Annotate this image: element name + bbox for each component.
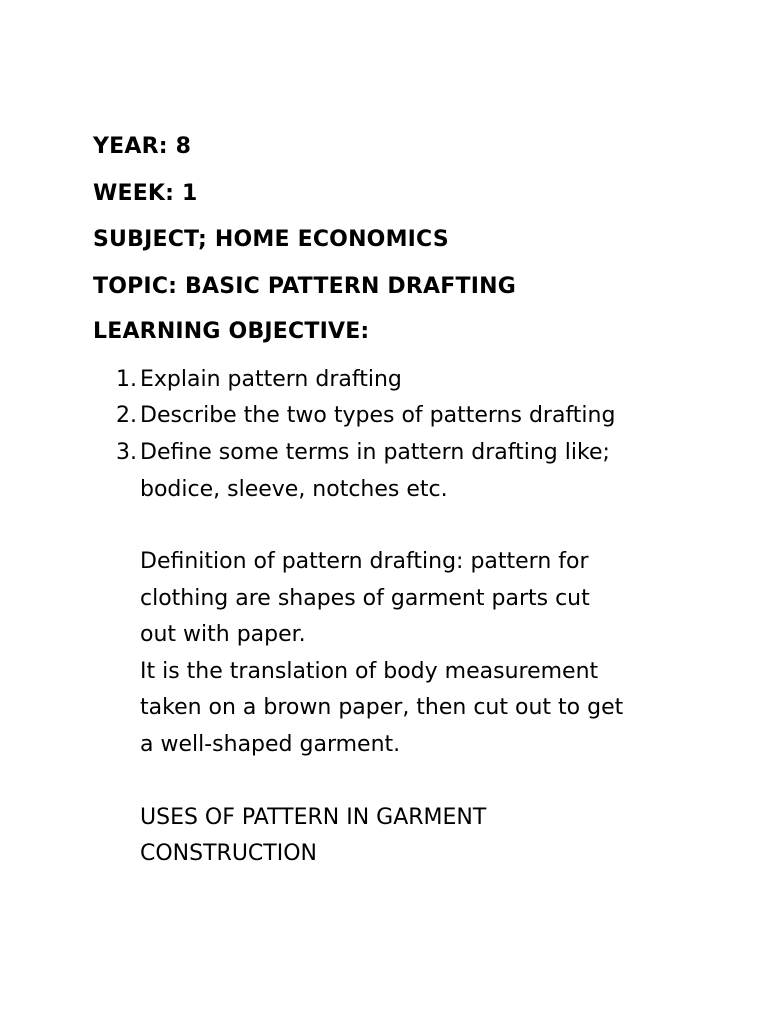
objective-text: Explain pattern drafting: [140, 367, 402, 392]
topic-heading: TOPIC: BASIC PATTERN DRAFTING: [93, 274, 516, 299]
definition-line: a well-shaped garment.: [140, 732, 401, 757]
definition-line: out with paper.: [140, 622, 306, 647]
objective-number: 1.: [116, 367, 137, 392]
objective-text: Describe the two types of patterns drafting: [140, 403, 616, 428]
definition-line: It is the translation of body measurement: [140, 659, 599, 684]
objective-number: 3.: [116, 440, 137, 465]
week-heading: WEEK: 1: [93, 181, 198, 206]
uses-heading-line: USES OF PATTERN IN GARMENT: [140, 805, 487, 830]
objective-number: 2.: [116, 403, 137, 428]
year-heading: YEAR: 8: [93, 134, 192, 159]
definition-line: Definition of pattern drafting: pattern for: [140, 549, 589, 574]
definition-line: clothing are shapes of garment parts cut: [140, 586, 590, 611]
definition-line: taken on a brown paper, then cut out to get: [140, 695, 624, 720]
subject-heading: SUBJECT; HOME ECONOMICS: [93, 227, 449, 252]
objective-text: Define some terms in pattern drafting like;: [140, 440, 610, 465]
objective-text-continuation: bodice, sleeve, notches etc.: [140, 477, 448, 502]
uses-heading-line: CONSTRUCTION: [140, 841, 317, 866]
objective-heading: LEARNING OBJECTIVE:: [93, 319, 370, 344]
